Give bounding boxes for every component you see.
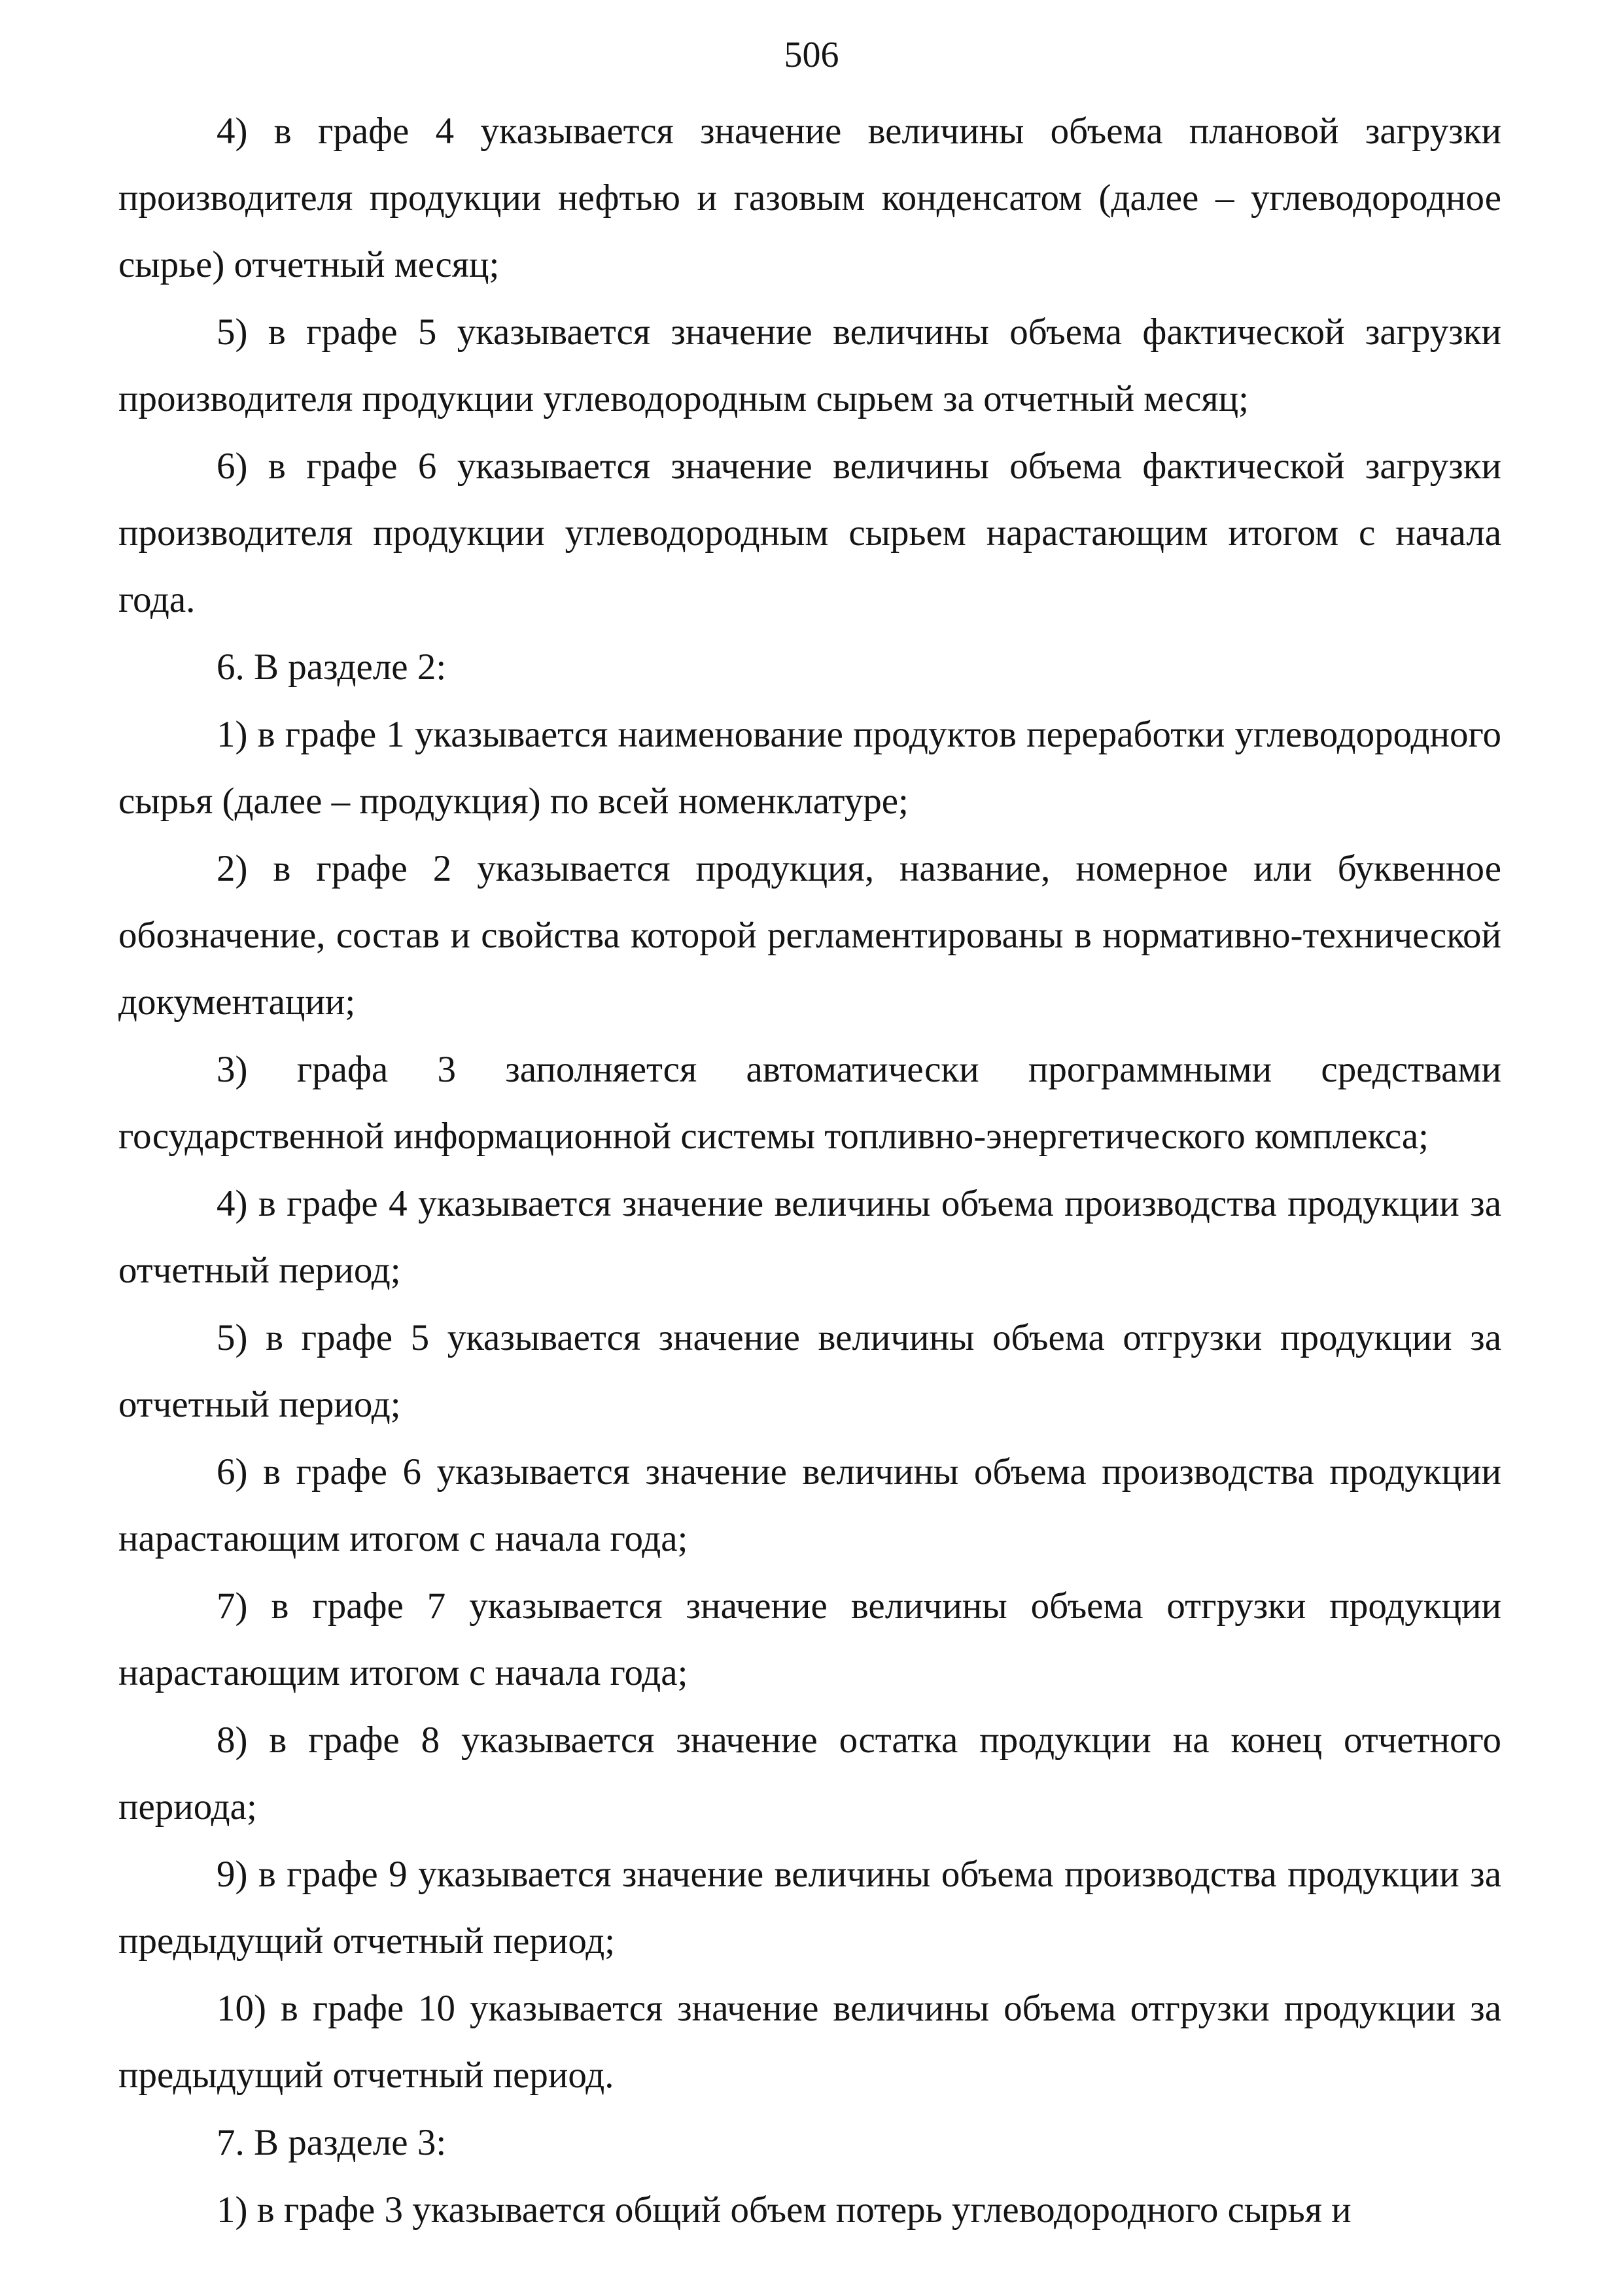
paragraph-section2-item3: 3) графа 3 заполняется автоматически программными средствами государственной информационной системы топливно-энергетического комплекса; xyxy=(118,1049,1501,1157)
section-heading-7: 7. В разделе 3: xyxy=(217,2122,447,2163)
paragraph-section3-item1: 1) в графе 3 указывается общий объем потерь углеводородного сырья и xyxy=(217,2189,1352,2231)
paragraph-section2-item7: 7) в графе 7 указывается значение величины объема отгрузки продукции нарастающим итогом с начала года; xyxy=(118,1585,1501,1693)
section-heading-6: 6. В разделе 2: xyxy=(217,646,447,688)
paragraph-section1-item4: 4) в графе 4 указывается значение величины объема плановой загрузки производителя продукции нефтью и газовым конденсатом (далее – углеводородное сырье) отчетный месяц; xyxy=(118,111,1501,285)
paragraph-section2-item10: 10) в графе 10 указывается значение величины объема отгрузки продукции за предыдущий отчетный период. xyxy=(118,1988,1501,2096)
paragraph-section2-item8: 8) в графе 8 указывается значение остатка продукции на конец отчетного периода; xyxy=(118,1720,1501,1828)
document-body xyxy=(118,98,1501,2244)
paragraph-section2-item1: 1) в графе 1 указывается наименование продуктов переработки углеводородного сырья (далее – продукция) по всей номенклатуре; xyxy=(118,714,1501,822)
paragraph-section1-item6: 6) в графе 6 указывается значение величины объема фактической загрузки производителя продукции углеводородным сырьем нарастающим итогом с начала года. xyxy=(118,446,1501,620)
paragraph-section2-item2: 2) в графе 2 указывается продукция, название, номерное или буквенное обозначение, состав и свойства которой регламентированы в нормативно-технической документации; xyxy=(118,848,1501,1023)
paragraph-section2-item5: 5) в графе 5 указывается значение величины объема отгрузки продукции за отчетный период; xyxy=(118,1317,1501,1425)
paragraph-section2-item9: 9) в графе 9 указывается значение величины объема производства продукции за предыдущий отчетный период; xyxy=(118,1854,1501,1962)
paragraph-section1-item5: 5) в графе 5 указывается значение величины объема фактической загрузки производителя продукции углеводородным сырьем за отчетный месяц; xyxy=(118,311,1501,419)
paragraph-section2-item6: 6) в графе 6 указывается значение величины объема производства продукции нарастающим итогом с начала года; xyxy=(118,1451,1501,1559)
page-number: 506 xyxy=(784,35,839,75)
paragraph-section2-item4: 4) в графе 4 указывается значение величины объема производства продукции за отчетный период; xyxy=(118,1183,1501,1291)
